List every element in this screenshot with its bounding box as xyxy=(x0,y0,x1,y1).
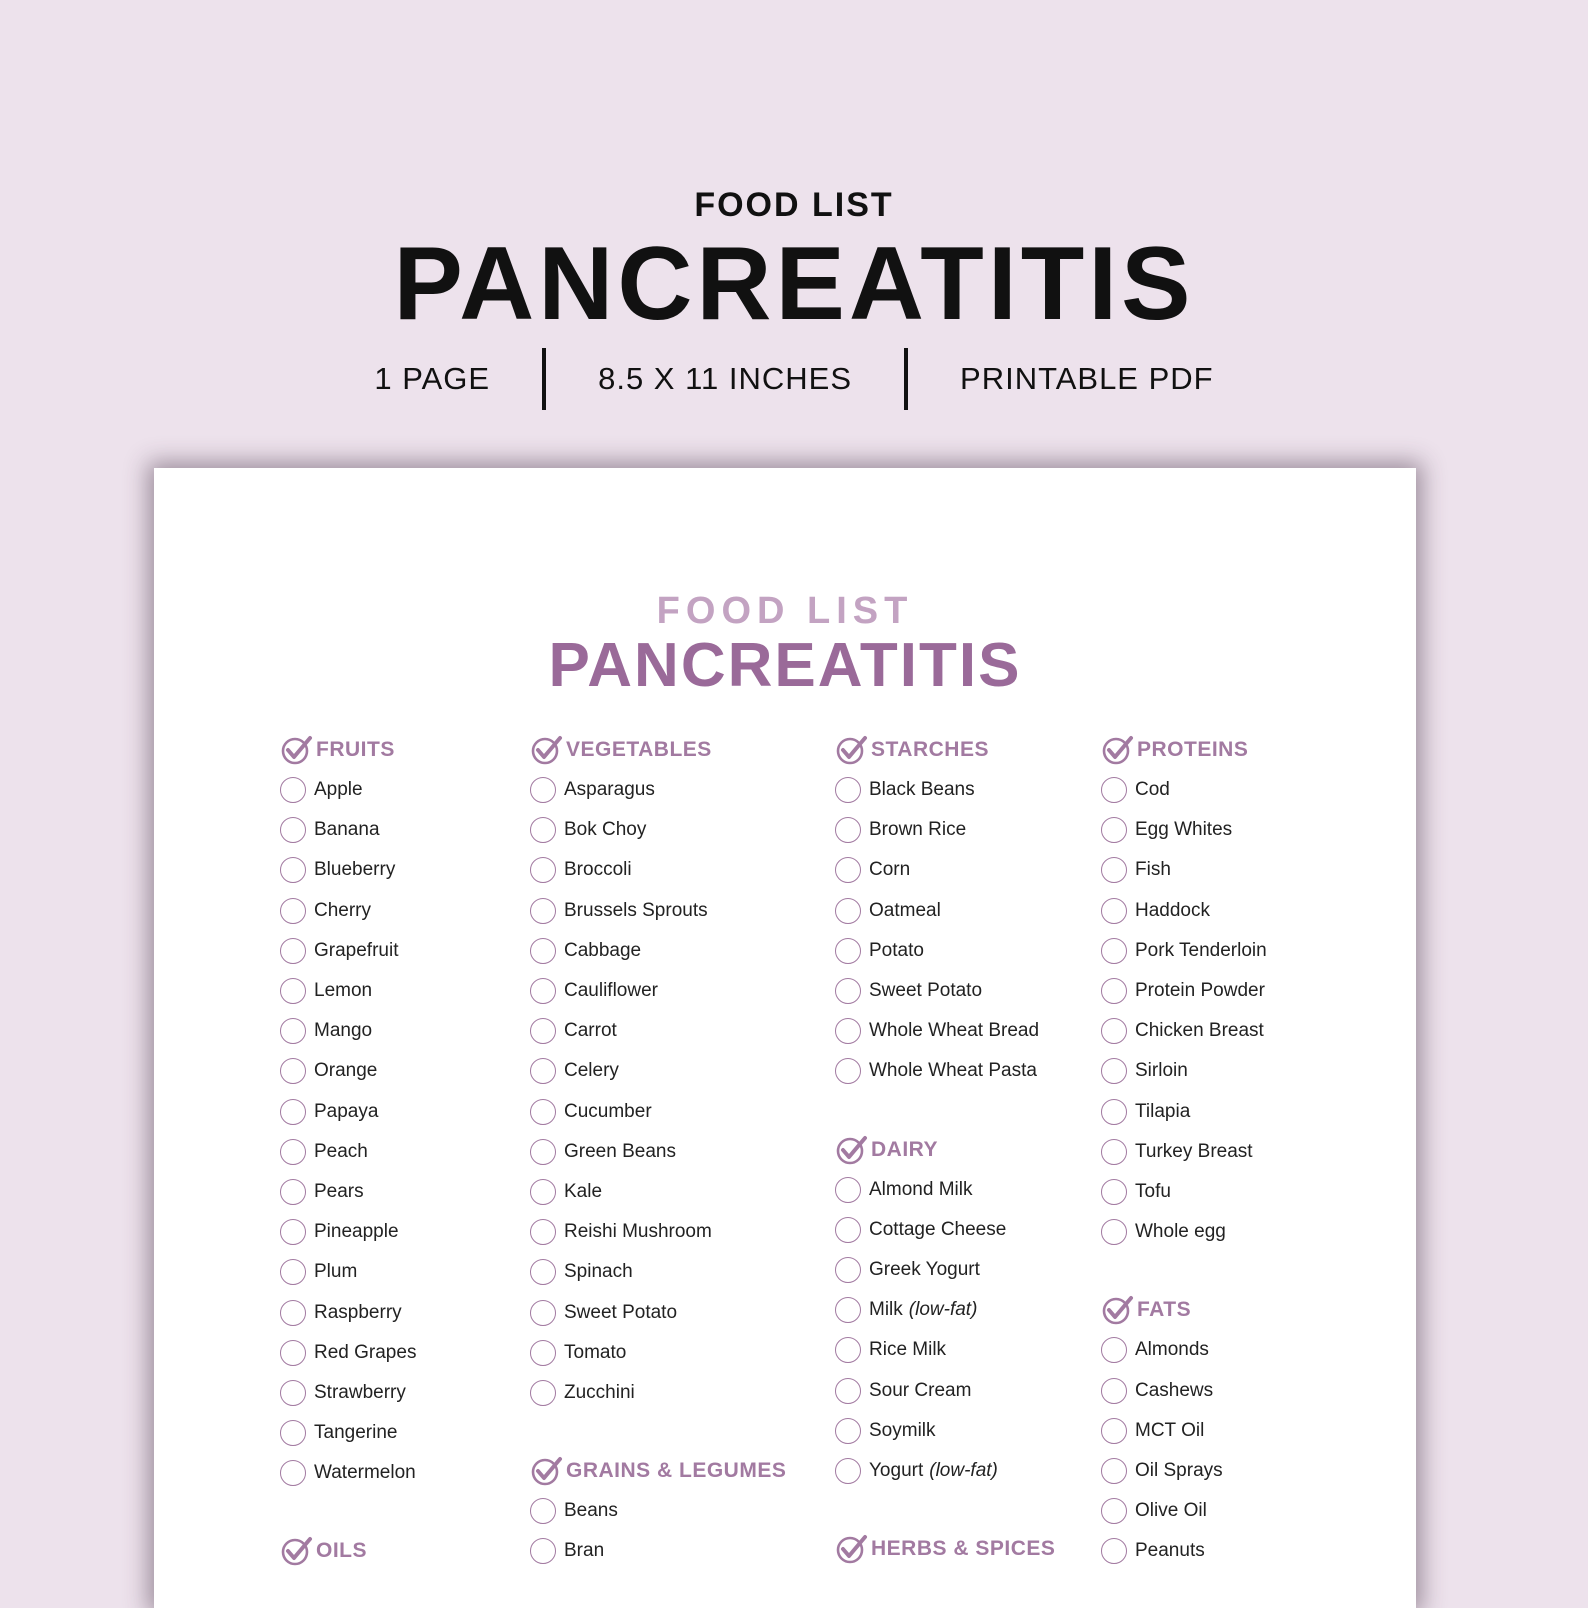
item-label: Corn xyxy=(869,859,911,881)
empty-checkbox-circle-icon xyxy=(530,777,556,803)
list-item xyxy=(1101,1172,1267,1212)
category-label: FATS xyxy=(1137,1298,1192,1322)
item-label: Almonds xyxy=(1135,1339,1209,1361)
item-label: Grapefruit xyxy=(314,939,399,961)
check-circle-icon xyxy=(835,733,869,767)
list-item xyxy=(530,1292,786,1332)
empty-checkbox-circle-icon xyxy=(530,1018,556,1044)
empty-checkbox-circle-icon xyxy=(1101,1418,1127,1444)
printable-sheet xyxy=(154,468,1416,1608)
empty-checkbox-circle-icon xyxy=(280,1420,306,1446)
item-label: Apple xyxy=(314,779,363,801)
category-label: DAIRY xyxy=(871,1137,939,1161)
item-label: Bran xyxy=(564,1540,605,1562)
item-label: Mango xyxy=(314,1020,373,1042)
empty-checkbox-circle-icon xyxy=(530,857,556,883)
empty-checkbox-circle-icon xyxy=(280,978,306,1004)
item-label: Zucchini xyxy=(564,1381,635,1403)
empty-checkbox-circle-icon xyxy=(1101,938,1127,964)
empty-checkbox-circle-icon xyxy=(1101,1139,1127,1165)
list-item xyxy=(1101,1370,1267,1410)
empty-checkbox-circle-icon xyxy=(280,1460,306,1486)
list-item xyxy=(280,770,416,810)
list-item xyxy=(280,1413,416,1453)
list-item xyxy=(280,1051,416,1091)
check-circle-icon xyxy=(1101,1293,1135,1327)
category-grains-and-legumes xyxy=(530,1451,786,1491)
item-label: Lemon xyxy=(314,980,373,1002)
category-label: GRAINS & LEGUMES xyxy=(566,1459,787,1482)
empty-checkbox-circle-icon xyxy=(280,1380,306,1406)
empty-checkbox-circle-icon xyxy=(530,1340,556,1366)
item-label: Tangerine xyxy=(314,1422,398,1444)
item-label: Tilapia xyxy=(1135,1100,1191,1122)
category-oils xyxy=(280,1531,416,1571)
empty-checkbox-circle-icon xyxy=(1101,898,1127,924)
item-label: Chicken Breast xyxy=(1135,1020,1264,1042)
list-item xyxy=(530,1333,786,1373)
list-item xyxy=(1101,891,1267,931)
item-label: Yogurt xyxy=(869,1459,924,1481)
empty-checkbox-circle-icon xyxy=(1101,777,1127,803)
item-label: Tomato xyxy=(564,1341,627,1363)
meta-format: PRINTABLE PDF xyxy=(960,361,1214,396)
item-label: Banana xyxy=(314,819,380,841)
list-item xyxy=(530,1212,786,1252)
item-label: Soymilk xyxy=(869,1419,936,1441)
item-label: Beans xyxy=(564,1500,618,1522)
empty-checkbox-circle-icon xyxy=(1101,857,1127,883)
empty-checkbox-circle-icon xyxy=(280,1099,306,1125)
empty-checkbox-circle-icon xyxy=(1101,1219,1127,1245)
item-label: Oatmeal xyxy=(869,899,941,921)
sheet-subtitle: FOOD LIST xyxy=(656,590,914,632)
column-2 xyxy=(530,730,786,1571)
list-item xyxy=(280,1292,416,1332)
item-label: Rice Milk xyxy=(869,1339,947,1361)
item-label: Greek Yogurt xyxy=(869,1258,980,1280)
empty-checkbox-circle-icon xyxy=(835,1018,861,1044)
list-item xyxy=(530,1051,786,1091)
header-meta xyxy=(0,348,1588,410)
empty-checkbox-circle-icon xyxy=(1101,1018,1127,1044)
list-item xyxy=(530,1252,786,1292)
list-item xyxy=(1101,770,1267,810)
item-label: Egg Whites xyxy=(1135,819,1233,841)
list-item xyxy=(1101,1531,1267,1571)
item-label: Cabbage xyxy=(564,939,642,961)
item-label: Peach xyxy=(314,1140,368,1162)
item-note: (low-fat) xyxy=(929,1459,998,1481)
item-label: Watermelon xyxy=(314,1462,416,1484)
item-label: Spinach xyxy=(564,1261,633,1283)
list-item xyxy=(835,1210,1055,1250)
item-label: Brussels Sprouts xyxy=(564,899,708,921)
empty-checkbox-circle-icon xyxy=(530,1099,556,1125)
empty-checkbox-circle-icon xyxy=(530,1259,556,1285)
empty-checkbox-circle-icon xyxy=(280,1018,306,1044)
header-title: PANCREATITIS xyxy=(393,226,1195,342)
list-item xyxy=(835,1330,1055,1370)
list-item xyxy=(280,1172,416,1212)
empty-checkbox-circle-icon xyxy=(835,1418,861,1444)
item-label: Asparagus xyxy=(564,779,655,801)
item-label: Broccoli xyxy=(564,859,632,881)
empty-checkbox-circle-icon xyxy=(1101,1378,1127,1404)
item-label: Cod xyxy=(1135,779,1170,801)
list-item xyxy=(280,1011,416,1051)
empty-checkbox-circle-icon xyxy=(835,1257,861,1283)
item-label: Carrot xyxy=(564,1020,617,1042)
empty-checkbox-circle-icon xyxy=(835,1458,861,1484)
list-item xyxy=(835,931,1055,971)
list-item xyxy=(530,810,786,850)
item-label: Pears xyxy=(314,1180,364,1202)
list-item xyxy=(1101,810,1267,850)
empty-checkbox-circle-icon xyxy=(280,1300,306,1326)
empty-checkbox-circle-icon xyxy=(835,938,861,964)
item-label: Cashews xyxy=(1135,1379,1214,1401)
list-item xyxy=(835,1290,1055,1330)
item-label: Sour Cream xyxy=(869,1379,972,1401)
empty-checkbox-circle-icon xyxy=(835,1378,861,1404)
list-item xyxy=(280,1453,416,1493)
list-item xyxy=(835,1051,1055,1091)
category-vegetables xyxy=(530,730,786,770)
list-item xyxy=(835,971,1055,1011)
list-item xyxy=(530,1132,786,1172)
item-label: Papaya xyxy=(314,1100,379,1122)
category-label: OILS xyxy=(316,1539,368,1563)
empty-checkbox-circle-icon xyxy=(530,1380,556,1406)
empty-checkbox-circle-icon xyxy=(280,817,306,843)
item-label: Celery xyxy=(564,1060,619,1082)
list-item xyxy=(530,1172,786,1212)
list-item xyxy=(835,1170,1055,1210)
list-item xyxy=(280,891,416,931)
item-label: Almond Milk xyxy=(869,1178,973,1200)
empty-checkbox-circle-icon xyxy=(835,1058,861,1084)
empty-checkbox-circle-icon xyxy=(835,857,861,883)
item-label: Plum xyxy=(314,1261,358,1283)
empty-checkbox-circle-icon xyxy=(1101,978,1127,1004)
item-label: Strawberry xyxy=(314,1381,406,1403)
list-item xyxy=(530,1373,786,1413)
list-item xyxy=(1101,1132,1267,1172)
category-herbs-and-spices xyxy=(835,1529,1055,1569)
list-item xyxy=(835,1370,1055,1410)
empty-checkbox-circle-icon xyxy=(835,777,861,803)
list-item xyxy=(530,931,786,971)
item-note: (low-fat) xyxy=(908,1299,978,1321)
item-label: Cauliflower xyxy=(564,980,658,1002)
item-label: Fish xyxy=(1135,859,1171,881)
item-label: Milk xyxy=(869,1299,903,1321)
item-label: Blueberry xyxy=(314,859,396,881)
category-label: STARCHES xyxy=(871,738,989,761)
item-label: Bok Choy xyxy=(564,819,647,841)
list-item xyxy=(1101,1491,1267,1531)
empty-checkbox-circle-icon xyxy=(530,1139,556,1165)
list-item xyxy=(1101,971,1267,1011)
list-item xyxy=(1101,1092,1267,1132)
list-item xyxy=(1101,850,1267,890)
list-item xyxy=(835,850,1055,890)
list-item xyxy=(1101,1051,1267,1091)
list-item xyxy=(280,971,416,1011)
item-label: Whole Wheat Pasta xyxy=(869,1060,1037,1082)
item-label: Turkey Breast xyxy=(1135,1140,1253,1162)
header-subtitle: FOOD LIST xyxy=(694,186,894,224)
empty-checkbox-circle-icon xyxy=(280,1058,306,1084)
item-label: Kale xyxy=(564,1180,603,1202)
item-label: Black Beans xyxy=(869,779,975,801)
item-label: Sirloin xyxy=(1135,1060,1188,1082)
category-fruits xyxy=(280,730,416,770)
list-item xyxy=(1101,1451,1267,1491)
item-label: Sweet Potato xyxy=(869,980,983,1002)
category-label: PROTEINS xyxy=(1137,738,1249,761)
list-item xyxy=(1101,1330,1267,1370)
list-item xyxy=(280,1092,416,1132)
list-item xyxy=(835,1250,1055,1290)
list-item xyxy=(280,1373,416,1413)
list-item xyxy=(280,1252,416,1292)
list-item xyxy=(280,850,416,890)
item-label: Pork Tenderloin xyxy=(1135,939,1267,961)
empty-checkbox-circle-icon xyxy=(530,1300,556,1326)
empty-checkbox-circle-icon xyxy=(530,1179,556,1205)
meta-divider xyxy=(542,348,546,410)
item-label: Pineapple xyxy=(314,1221,399,1243)
list-item xyxy=(530,770,786,810)
list-item xyxy=(530,1011,786,1051)
item-label: Tofu xyxy=(1135,1180,1171,1202)
meta-size: 8.5 X 11 INCHES xyxy=(598,361,853,396)
list-item xyxy=(1101,1011,1267,1051)
meta-pages: 1 PAGE xyxy=(374,361,491,396)
column-1 xyxy=(280,730,416,1571)
column-4 xyxy=(1101,730,1267,1571)
empty-checkbox-circle-icon xyxy=(1101,1538,1127,1564)
category-label: VEGETABLES xyxy=(566,738,712,761)
empty-checkbox-circle-icon xyxy=(280,777,306,803)
list-item xyxy=(530,1531,786,1571)
item-label: Haddock xyxy=(1135,899,1210,921)
item-label: Potato xyxy=(869,939,924,961)
empty-checkbox-circle-icon xyxy=(835,898,861,924)
category-label: FRUITS xyxy=(316,738,395,761)
item-label: Cottage Cheese xyxy=(869,1218,1007,1240)
item-label: Sweet Potato xyxy=(564,1301,678,1323)
check-circle-icon xyxy=(530,733,564,767)
listing-header xyxy=(0,0,1588,440)
item-label: Orange xyxy=(314,1060,378,1082)
category-starches xyxy=(835,730,1055,770)
empty-checkbox-circle-icon xyxy=(1101,1458,1127,1484)
empty-checkbox-circle-icon xyxy=(835,1297,861,1323)
empty-checkbox-circle-icon xyxy=(280,1139,306,1165)
item-label: Oil Sprays xyxy=(1135,1459,1223,1481)
empty-checkbox-circle-icon xyxy=(1101,817,1127,843)
list-item xyxy=(530,971,786,1011)
item-label: MCT Oil xyxy=(1135,1419,1205,1441)
item-label: Protein Powder xyxy=(1135,980,1265,1002)
item-label: Brown Rice xyxy=(869,819,967,841)
empty-checkbox-circle-icon xyxy=(280,898,306,924)
list-item xyxy=(530,891,786,931)
section-gap xyxy=(280,1493,416,1531)
empty-checkbox-circle-icon xyxy=(280,1259,306,1285)
item-label: Peanuts xyxy=(1135,1540,1205,1562)
empty-checkbox-circle-icon xyxy=(280,1179,306,1205)
sheet-title: PANCREATITIS xyxy=(548,631,1022,700)
item-label: Cucumber xyxy=(564,1100,652,1122)
empty-checkbox-circle-icon xyxy=(530,1498,556,1524)
section-gap xyxy=(530,1413,786,1451)
empty-checkbox-circle-icon xyxy=(1101,1099,1127,1125)
empty-checkbox-circle-icon xyxy=(280,857,306,883)
item-label: Cherry xyxy=(314,899,372,921)
empty-checkbox-circle-icon xyxy=(280,1219,306,1245)
empty-checkbox-circle-icon xyxy=(835,1217,861,1243)
empty-checkbox-circle-icon xyxy=(1101,1058,1127,1084)
category-fats xyxy=(1101,1290,1267,1330)
list-item xyxy=(280,931,416,971)
item-label: Green Beans xyxy=(564,1140,676,1162)
empty-checkbox-circle-icon xyxy=(835,978,861,1004)
empty-checkbox-circle-icon xyxy=(1101,1179,1127,1205)
list-item xyxy=(835,1411,1055,1451)
empty-checkbox-circle-icon xyxy=(280,1340,306,1366)
category-label: HERBS & SPICES xyxy=(871,1537,1056,1560)
item-label: Raspberry xyxy=(314,1301,402,1323)
check-circle-icon xyxy=(280,1534,314,1568)
list-item xyxy=(1101,1212,1267,1252)
list-item xyxy=(835,770,1055,810)
empty-checkbox-circle-icon xyxy=(530,898,556,924)
check-circle-icon xyxy=(1101,733,1135,767)
list-item xyxy=(835,810,1055,850)
empty-checkbox-circle-icon xyxy=(530,1219,556,1245)
list-item xyxy=(530,1491,786,1531)
empty-checkbox-circle-icon xyxy=(280,938,306,964)
check-circle-icon xyxy=(835,1532,869,1566)
item-label: Whole Wheat Bread xyxy=(869,1020,1040,1042)
empty-checkbox-circle-icon xyxy=(530,817,556,843)
section-gap xyxy=(835,1491,1055,1529)
meta-divider xyxy=(904,348,908,410)
category-dairy xyxy=(835,1130,1055,1170)
empty-checkbox-circle-icon xyxy=(835,1177,861,1203)
item-label: Olive Oil xyxy=(1135,1500,1207,1522)
item-label: Reishi Mushroom xyxy=(564,1221,712,1243)
empty-checkbox-circle-icon xyxy=(530,978,556,1004)
check-circle-icon xyxy=(280,733,314,767)
category-proteins xyxy=(1101,730,1267,770)
list-item xyxy=(530,1092,786,1132)
empty-checkbox-circle-icon xyxy=(1101,1498,1127,1524)
empty-checkbox-circle-icon xyxy=(835,817,861,843)
empty-checkbox-circle-icon xyxy=(530,1058,556,1084)
list-item xyxy=(835,1011,1055,1051)
list-item xyxy=(280,810,416,850)
empty-checkbox-circle-icon xyxy=(530,938,556,964)
list-item xyxy=(280,1132,416,1172)
list-item xyxy=(280,1333,416,1373)
list-item xyxy=(280,1212,416,1252)
item-label: Whole egg xyxy=(1135,1221,1226,1243)
list-item xyxy=(1101,1411,1267,1451)
section-gap xyxy=(835,1092,1055,1130)
section-gap xyxy=(1101,1252,1267,1290)
empty-checkbox-circle-icon xyxy=(530,1538,556,1564)
empty-checkbox-circle-icon xyxy=(835,1337,861,1363)
list-item xyxy=(530,850,786,890)
check-circle-icon xyxy=(835,1133,869,1167)
check-circle-icon xyxy=(530,1454,564,1488)
column-3 xyxy=(835,730,1055,1569)
list-item xyxy=(1101,931,1267,971)
item-label: Red Grapes xyxy=(314,1341,417,1363)
empty-checkbox-circle-icon xyxy=(1101,1337,1127,1363)
list-item xyxy=(835,891,1055,931)
list-item xyxy=(835,1451,1055,1491)
